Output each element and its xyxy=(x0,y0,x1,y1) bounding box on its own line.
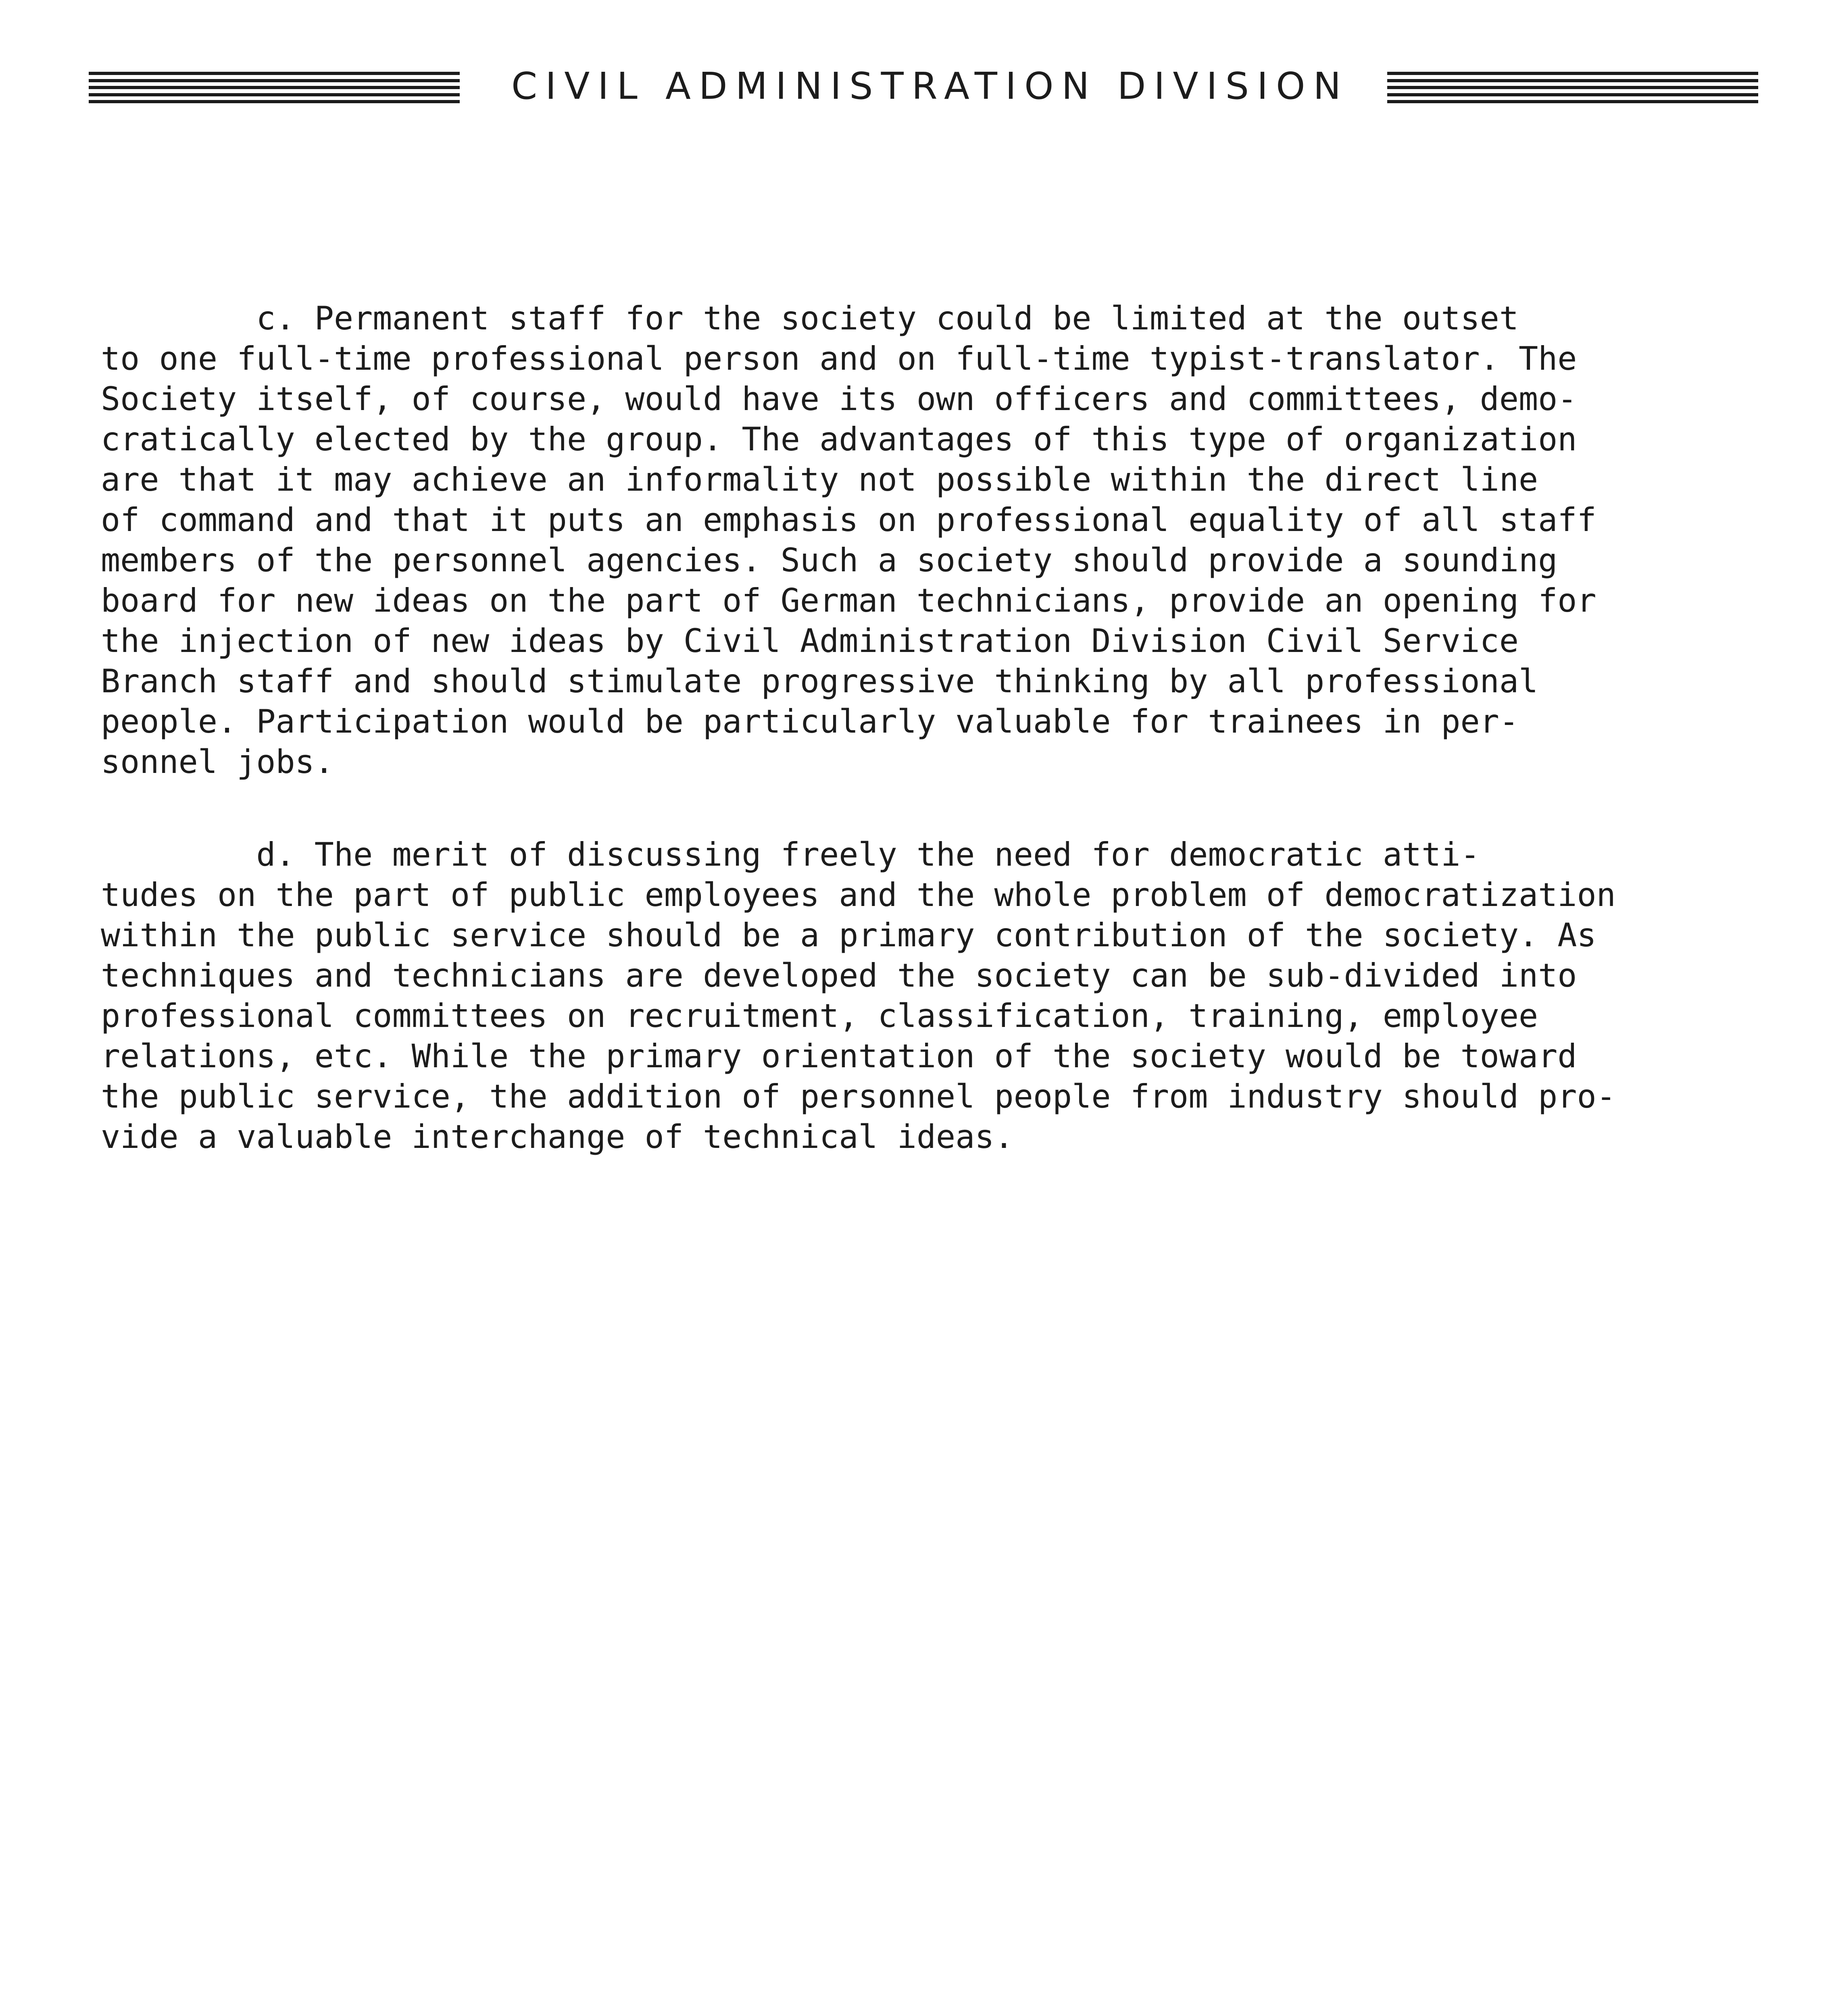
text-line: professional committees on recruitment, classification, training, employee xyxy=(101,997,1538,1035)
text-line: people. Participation would be particularly valuable for trainees in per- xyxy=(101,703,1519,740)
paragraph-c xyxy=(101,298,1718,782)
text-line: techniques and technicians are developed the society can be sub-divided into xyxy=(101,957,1577,994)
text-line: are that it may achieve an informality not possible within the direct line xyxy=(101,461,1538,498)
text-line: vide a valuable interchange of technical ideas. xyxy=(101,1118,1014,1156)
text-line: board for new ideas on the part of German technicians, provide an opening for xyxy=(101,582,1596,619)
text-line: members of the personnel agencies. Such a society should provide a sounding xyxy=(101,541,1558,579)
header-rule-left xyxy=(89,72,460,103)
text-line: sonnel jobs. xyxy=(101,743,334,781)
text-line: of command and that it puts an emphasis on professional equality of all staff xyxy=(101,501,1596,539)
text-line: the injection of new ideas by Civil Administration Division Civil Service xyxy=(101,622,1519,660)
header-rule-right xyxy=(1387,72,1758,103)
text-line: to one full-time professional person and on full-time typist-translator. The xyxy=(101,340,1577,377)
text-line: relations, etc. While the primary orientation of the society would be toward xyxy=(101,1037,1577,1075)
text-line: Branch staff and should stimulate progressive thinking by all professional xyxy=(101,662,1538,700)
text-line: cratically elected by the group. The advantages of this type of organization xyxy=(101,421,1577,458)
text-line: tudes on the part of public employees and the whole problem of democratization xyxy=(101,876,1616,914)
text-line: Society itself, of course, would have its own officers and committees, demo- xyxy=(101,380,1577,418)
text-line: c. Permanent staff for the society could be limited at the outset xyxy=(101,300,1519,337)
header-title: CIVIL ADMINISTRATION DIVISION xyxy=(511,65,1349,108)
text-line: the public service, the addition of personnel people from industry should pro- xyxy=(101,1078,1616,1115)
text-line: d. The merit of discussing freely the need for democratic atti- xyxy=(101,836,1480,873)
document-body xyxy=(101,298,1718,1157)
text-line: within the public service should be a primary contribution of the society. As xyxy=(101,916,1596,954)
paragraph-d xyxy=(101,835,1718,1157)
